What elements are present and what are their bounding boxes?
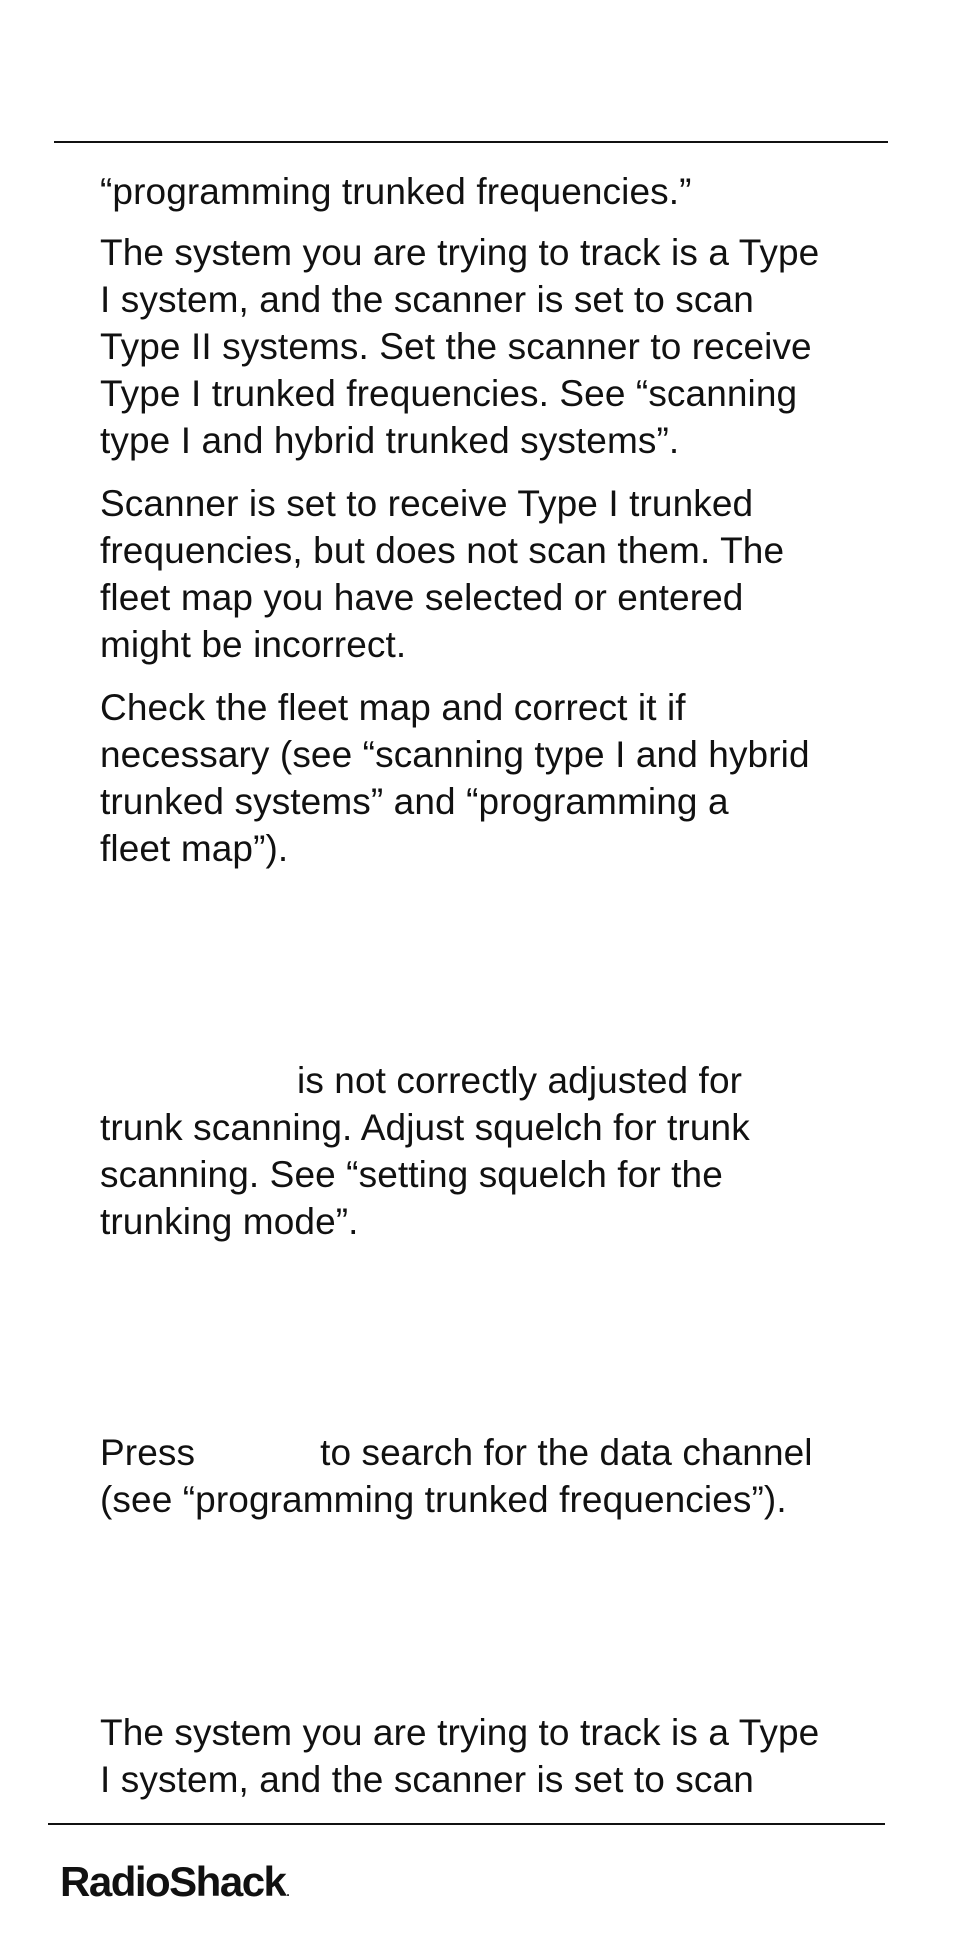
bottom-rule (48, 1823, 885, 1825)
paragraph-continuation (100, 168, 900, 215)
text-line: necessary (see “scanning type I and hybrid (100, 734, 810, 775)
text-line: scanning. See “setting squelch for the (100, 1154, 723, 1195)
text-line: type I and hybrid trunked systems”. (100, 420, 680, 461)
radioshack-logo (60, 1858, 290, 1906)
text-line: might be incorrect. (100, 624, 407, 665)
text-line: Type I trunked frequencies. See “scanning (100, 373, 798, 414)
text-line: The system you are trying to track is a Type (100, 232, 820, 273)
paragraph-data-channel (100, 1429, 900, 1523)
text-line: trunking mode”. (100, 1201, 359, 1242)
text-line: fleet map you have selected or entered (100, 577, 744, 618)
text-fragment: Press (100, 1432, 196, 1473)
paragraph-type-mismatch-repeat (100, 1709, 900, 1803)
registered-mark: . (286, 1885, 290, 1899)
text-line: Check the fleet map and correct it if (100, 687, 686, 728)
text-line: I system, and the scanner is set to scan (100, 279, 754, 320)
text-line: fleet map”). (100, 828, 289, 869)
text-line: Scanner is set to receive Type I trunked (100, 483, 754, 524)
paragraph-fleet-map-fix (100, 684, 900, 872)
text-line: trunk scanning. Adjust squelch for trunk (100, 1107, 750, 1148)
text-line: (see “programming trunked frequencies”). (100, 1479, 787, 1520)
text-line (100, 1057, 900, 1104)
text-line: frequencies, but does not scan them. The (100, 530, 785, 571)
text-line: Type II systems. Set the scanner to receive (100, 326, 812, 367)
text-line: I system, and the scanner is set to scan (100, 1759, 754, 1800)
paragraph-type-mismatch (100, 229, 900, 464)
top-rule (54, 141, 888, 143)
text-line: The system you are trying to track is a Type (100, 1712, 820, 1753)
text-fragment: to search for the data channel (320, 1432, 813, 1473)
paragraph-fleet-map-problem (100, 480, 900, 668)
text-line (100, 1429, 900, 1476)
brand-name: RadioShack (60, 1858, 286, 1905)
text-line: trunked systems” and “programming a (100, 781, 729, 822)
text-fragment: is not correctly adjusted for (297, 1060, 743, 1101)
paragraph-squelch (100, 1057, 900, 1245)
text-line: “programming trunked frequencies.” (100, 171, 692, 212)
